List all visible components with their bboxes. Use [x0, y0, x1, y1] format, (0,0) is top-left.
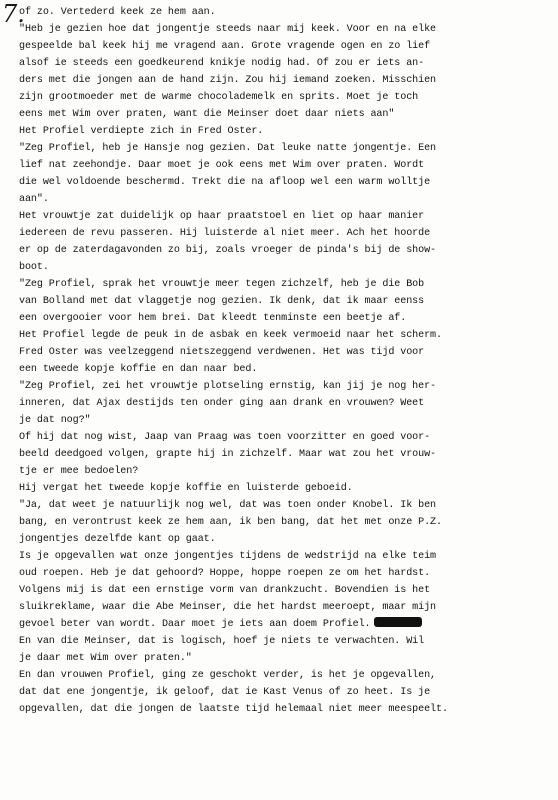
text-line: Het vrouwtje zat duidelijk op haar praatstoel en liet op haar manier [19, 211, 425, 222]
text-line: iedereen de revu passeren. Hij luisterde al niet meer. Ach het hoorde [19, 228, 431, 239]
typed-text-body [19, 4, 554, 718]
text-line: alsof ie steeds een goedkeurend knikje nodig had. Of zou er iets an- [19, 58, 425, 69]
text-line: van Bolland met dat vlaggetje nog gezien. Ik denk, dat ik maar eenss [19, 296, 425, 307]
text-line: sluikreklame, waar die Abe Meinser, die het hardst meeroept, maar mijn [19, 602, 437, 613]
text-line: bang, en verontrust keek ze hem aan, ik ben bang, dat het met onze P.Z. [19, 517, 442, 528]
text-line: je dat nog?" [19, 415, 91, 426]
text-line: dat dat ene jongentje, ik geloof, dat ie Kast Venus of zo heet. Is je [19, 687, 431, 698]
text-line-with-redaction [19, 616, 554, 633]
text-line: ders met die jongen aan de hand zijn. Zou hij iemand zoeken. Misschien [19, 75, 437, 86]
text-line: Het Profiel legde de peuk in de asbak en keek vermoeid naar het scherm. [19, 330, 442, 341]
redaction-mark [374, 617, 422, 627]
text-line: Hij vergat het tweede kopje koffie en luisterde geboeid. [19, 483, 353, 494]
text-line: Het Profiel verdiepte zich in Fred Oster. [19, 126, 264, 137]
text-line: "Heb je gezien hoe dat jongentje steeds naar mij keek. Voor en na elke [19, 24, 437, 35]
text-line: er op de zaterdagavonden zo bij, zoals vroeger de pinda's bij de show- [19, 245, 437, 256]
text-line: lief nat zeehondje. Daar moet je ook eens met Wim over praten. Wordt [19, 160, 425, 171]
text-line: gespeelde bal keek hij me vragend aan. Grote vragende ogen en zo lief [19, 41, 431, 52]
text-line: "Zeg Profiel, sprak het vrouwtje meer tegen zichzelf, heb je die Bob [19, 279, 425, 290]
text-line: eens met Wim over praten, want die Meinser doet daar niets aan" [19, 109, 395, 120]
text-line: Fred Oster was veelzeggend nietszeggend verdwenen. Het was tijd voor [19, 347, 425, 358]
text-line: oud roepen. Heb je dat gehoord? Hoppe, hoppe roepen ze om het hardst. [19, 568, 431, 579]
text-line: opgevallen, dat die jongen de laatste tijd helemaal niet meer meespeelt. [19, 704, 448, 715]
text-line: boot. [19, 262, 49, 273]
text-line: En dan vrouwen Profiel, ging ze geschokt verder, is het je opgevallen, [19, 670, 437, 681]
text-line: aan". [19, 194, 49, 205]
text-line: Volgens mij is dat een ernstige vorm van drankzucht. Bovendien is het [19, 585, 431, 596]
page-number: 7. [2, 0, 25, 28]
text-line: je daar met Wim over praten." [19, 653, 192, 664]
text-line: Is je opgevallen wat onze jongentjes tijdens de wedstrijd na elke teim [19, 551, 437, 562]
text-line: of zo. Vertederd keek ze hem aan. [19, 7, 216, 18]
text-line: een overgooier voor hem brei. Dat kleedt tenminste een beetje af. [19, 313, 407, 324]
text-line: inneren, dat Ajax destijds ten onder ging aan drank en vrouwen? Weet [19, 398, 425, 409]
text-line: zijn grootmoeder met de warme chocolademelk en sprits. Moet je toch [19, 92, 419, 103]
text-line: "Zeg Profiel, heb je Hansje nog gezien. Dat leuke natte jongentje. Een [19, 143, 437, 154]
text-line: Of hij dat nog wist, Jaap van Praag was toen voorzitter en goed voor- [19, 432, 431, 443]
text-line: beeld deedgoed volgen, grapte hij in zichzelf. Maar wat zou het vrouw- [19, 449, 437, 460]
text-line: gevoel beter van wordt. Daar moet je iets aan doem Profiel. [19, 619, 371, 630]
text-line: "Ja, dat weet je natuurlijk nog wel, dat was toen onder Knobel. Ik ben [19, 500, 437, 511]
text-line: "Zeg Profiel, zei het vrouwtje plotseling ernstig, kan jij je nog her- [19, 381, 437, 392]
text-line: tje er mee bedoelen? [19, 466, 139, 477]
text-line: En van die Meinser, dat is logisch, hoef je niets te verwachten. Wil [19, 636, 425, 647]
text-line: een tweede kopje koffie en dan naar bed. [19, 364, 258, 375]
text-line: jongentjes dezelfde kant op gaat. [19, 534, 216, 545]
text-line: die wel voldoende beschermd. Trekt die na afloop wel een warm wolltje [19, 177, 431, 188]
